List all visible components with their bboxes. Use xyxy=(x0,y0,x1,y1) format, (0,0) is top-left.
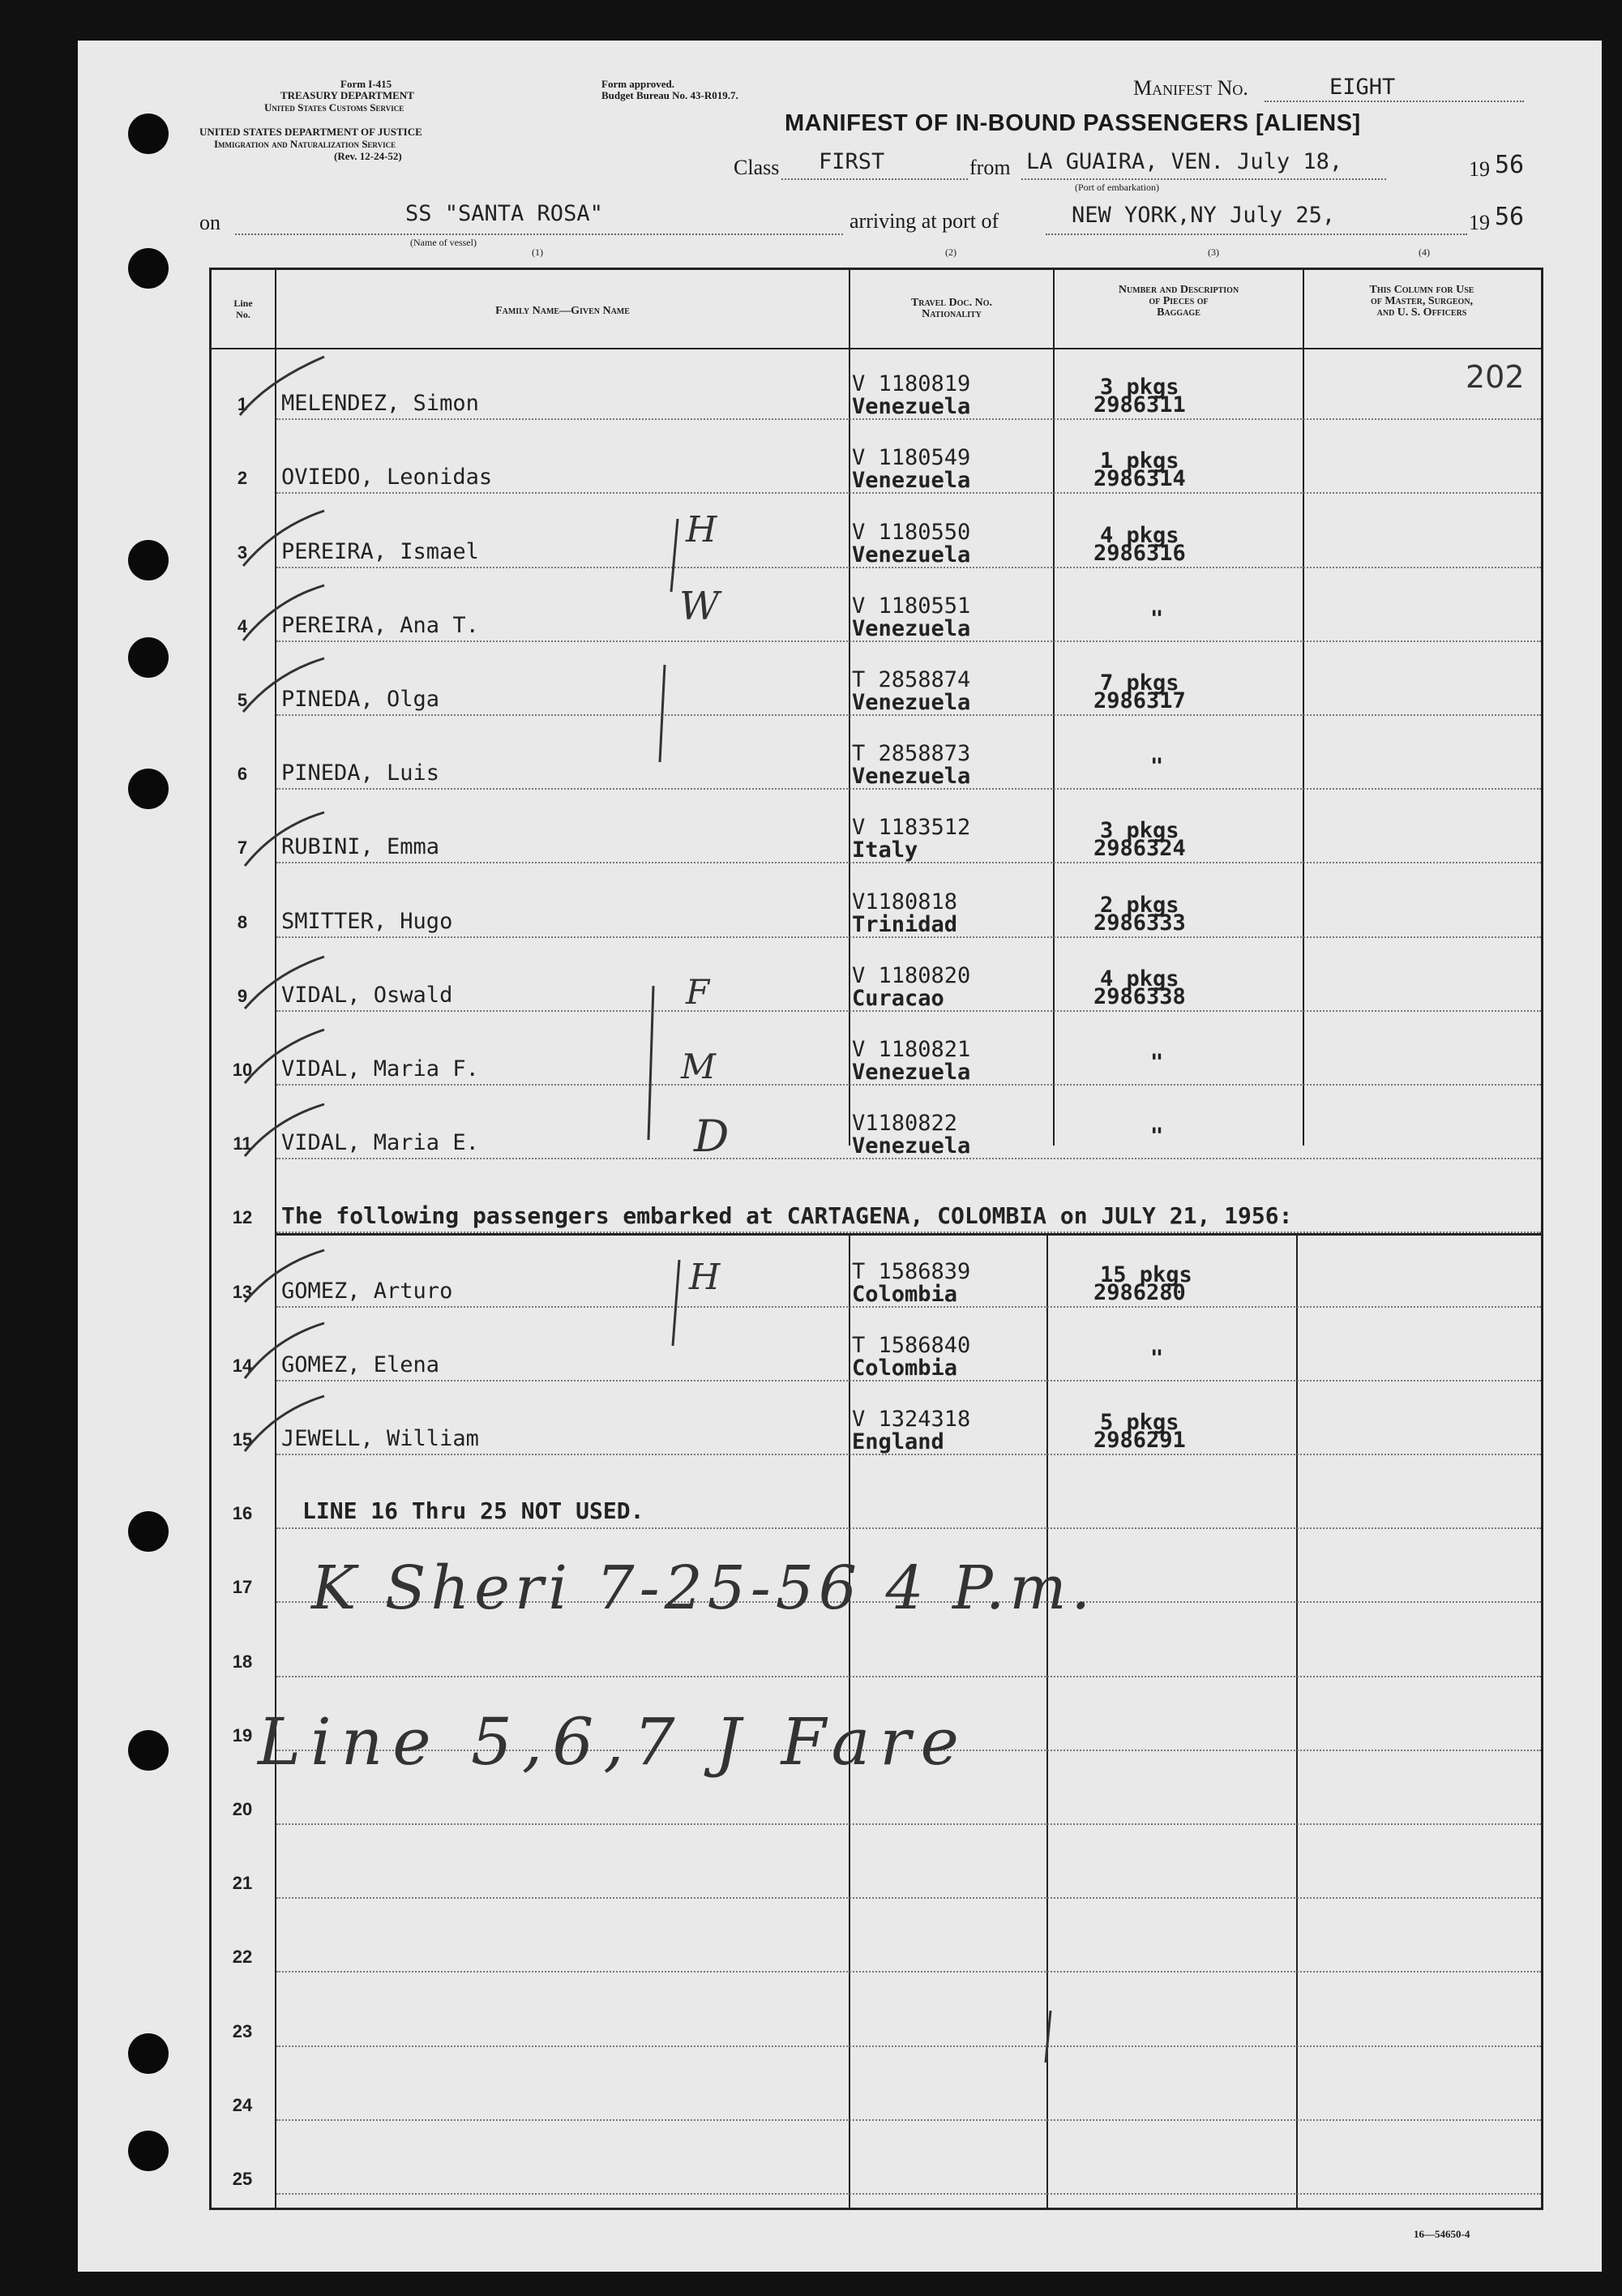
travel-doc-number: T 2858874 xyxy=(852,667,971,692)
line-number: 20 xyxy=(232,1799,253,1819)
mark-f: F xyxy=(686,972,710,1012)
baggage-tag-number: 2986316 xyxy=(1093,540,1186,566)
officer-number: 202 xyxy=(1466,359,1525,395)
line-number: 13 xyxy=(232,1281,253,1302)
check-mark xyxy=(245,957,324,1009)
year-prefix-1: 19 xyxy=(1469,157,1490,181)
line-number: 6 xyxy=(237,764,248,785)
line-number: 4 xyxy=(237,615,248,636)
passenger-name: GOMEZ, Arturo xyxy=(281,1278,453,1304)
check-mark xyxy=(245,812,324,866)
travel-doc-number: T 2858873 xyxy=(852,741,971,767)
nationality: Curacao xyxy=(852,985,944,1011)
line-number: 25 xyxy=(232,2169,253,2189)
stray-mark xyxy=(1046,2011,1051,2063)
class-label: Class xyxy=(734,156,780,179)
passenger-name: MELENDEZ, Simon xyxy=(281,391,479,417)
check-mark xyxy=(245,1323,324,1378)
line-number: 3 xyxy=(237,542,248,563)
bracket-mark xyxy=(671,519,678,592)
baggage-count: 15 pkgs xyxy=(1100,1262,1192,1287)
manifest-no-label: Manifest No. xyxy=(1133,76,1248,100)
arriving-label: arriving at port of xyxy=(850,209,999,233)
from-label: from xyxy=(969,156,1011,179)
line-number: 12 xyxy=(232,1207,253,1228)
bracket-mark xyxy=(673,1260,679,1346)
travel-doc-number: V 1180549 xyxy=(852,445,971,471)
vessel-name: SS "SANTA ROSA" xyxy=(405,201,603,226)
column-number-1: (1) xyxy=(532,246,543,258)
passenger-name: GOMEZ, Elena xyxy=(281,1351,440,1377)
travel-doc-number: V 1324318 xyxy=(852,1407,971,1432)
name-column-header: Family Name—Given Name xyxy=(495,305,630,317)
travel-doc-number: T 1586839 xyxy=(852,1258,971,1284)
department-of-justice: UNITED STATES DEPARTMENT OF JUSTICE xyxy=(199,126,422,138)
check-mark xyxy=(245,1396,324,1451)
ditto-mark: " xyxy=(1150,1345,1164,1371)
column-number-4: (4) xyxy=(1419,246,1430,258)
nationality: England xyxy=(852,1429,944,1454)
embarkation-note: The following passengers embarked at CARTAGENA, COLOMBIA on JULY 21, 1956: xyxy=(281,1202,1293,1229)
baggage-count: 2 pkgs xyxy=(1100,892,1179,918)
ditto-mark: " xyxy=(1150,606,1164,632)
check-mark xyxy=(243,585,324,640)
travel-doc-number: V1180818 xyxy=(852,889,958,915)
baggage-count: 5 pkgs xyxy=(1100,1410,1179,1435)
passenger-name: PEREIRA, Ana T. xyxy=(281,612,479,638)
passenger-name: RUBINI, Emma xyxy=(281,834,440,860)
column-number-3: (3) xyxy=(1208,246,1219,258)
vessel-caption: (Name of vessel) xyxy=(410,237,477,248)
baggage-tag-number: 2986333 xyxy=(1093,910,1186,936)
check-mark xyxy=(245,1250,324,1302)
baggage-tag-number: 2986338 xyxy=(1093,983,1186,1009)
line-number: 1 xyxy=(237,394,248,415)
travel-doc-number: V1180822 xyxy=(852,1111,958,1137)
nationality: Venezuela xyxy=(852,394,971,420)
baggage-count: 1 pkgs xyxy=(1100,448,1179,474)
nationality: Colombia xyxy=(852,1355,958,1381)
port-embarkation-caption: (Port of embarkation) xyxy=(1075,182,1159,193)
baggage-tag-number: 2986291 xyxy=(1093,1428,1186,1453)
mark-h-1: H xyxy=(686,509,717,550)
passenger-name: PEREIRA, Ismael xyxy=(281,538,479,564)
baggage-tag-number: 2986324 xyxy=(1093,836,1186,862)
baggage-count: 4 pkgs xyxy=(1100,966,1179,992)
unused-lines-note: LINE 16 Thru 25 NOT USED. xyxy=(302,1497,644,1524)
nationality: Trinidad xyxy=(852,911,958,937)
baggage-count: 3 pkgs xyxy=(1100,818,1179,844)
officers-use-header: This Column for Use of Master, Surgeon, and U. S. Officers xyxy=(1369,284,1474,319)
line-number: 9 xyxy=(237,985,248,1006)
travel-doc-number: V 1180550 xyxy=(852,519,971,545)
manifest-title: MANIFEST OF IN-BOUND PASSENGERS [ALIENS] xyxy=(785,110,1361,136)
budget-bureau-no: Budget Bureau No. 43-R019.7. xyxy=(601,89,738,101)
nationality: Venezuela xyxy=(852,468,971,494)
check-marks xyxy=(240,357,324,1451)
year-prefix-2: 19 xyxy=(1469,211,1490,234)
passenger-name: VIDAL, Maria F. xyxy=(281,1056,479,1082)
column-number-2: (2) xyxy=(945,246,957,258)
passenger-name: VIDAL, Maria E. xyxy=(281,1130,479,1156)
baggage-tag-number: 2986314 xyxy=(1093,466,1186,492)
check-mark xyxy=(243,511,324,566)
passenger-name: PINEDA, Luis xyxy=(281,760,440,786)
line-number: 16 xyxy=(232,1503,253,1524)
travel-doc-number: V 1180551 xyxy=(852,593,971,619)
check-mark xyxy=(245,1104,324,1156)
baggage-count: 4 pkgs xyxy=(1100,522,1179,548)
ditto-mark: " xyxy=(1150,1050,1164,1075)
mark-w: W xyxy=(679,584,720,629)
line-no-header: Line No. xyxy=(233,298,253,320)
travel-doc-number: V 1180819 xyxy=(852,371,971,397)
nationality: Venezuela xyxy=(852,1060,971,1085)
line-number: 11 xyxy=(233,1133,252,1154)
line-number: 24 xyxy=(232,2094,253,2115)
ditto-mark: " xyxy=(1150,754,1164,780)
travel-doc-number: T 1586840 xyxy=(852,1332,971,1358)
form-approved: Form approved. xyxy=(601,78,675,90)
line-number: 18 xyxy=(232,1651,253,1672)
baggage-header: Number and Description of Pieces of Baggage xyxy=(1118,284,1239,319)
form-footer-code: 16—54650-4 xyxy=(1414,2228,1470,2240)
mark-m: M xyxy=(681,1047,717,1086)
line-number: 23 xyxy=(232,2020,253,2041)
form-number: Form I-415 xyxy=(340,78,392,90)
line-number: 17 xyxy=(232,1577,253,1598)
travel-doc-number: V 1183512 xyxy=(852,815,971,841)
nationality: Venezuela xyxy=(852,615,971,641)
mark-h-2: H xyxy=(689,1257,721,1298)
baggage-tag-number: 2986317 xyxy=(1093,688,1186,713)
check-mark xyxy=(243,658,324,712)
passenger-name: VIDAL, Oswald xyxy=(281,982,453,1008)
line-number: 5 xyxy=(237,690,248,710)
bracket-mark xyxy=(648,986,653,1140)
treasury-department: TREASURY DEPARTMENT xyxy=(280,89,414,101)
baggage-tag-number: 2986311 xyxy=(1093,392,1186,418)
nationality: Venezuela xyxy=(852,764,971,790)
baggage-tag-number: 2986280 xyxy=(1093,1279,1186,1305)
year-2: 56 xyxy=(1495,203,1525,231)
nationality: Italy xyxy=(852,837,918,863)
line-number: 8 xyxy=(237,911,248,932)
class-value: FIRST xyxy=(819,149,885,174)
inspector-signature: K Sheri 7-25-56 4 P.m. xyxy=(311,1553,1096,1623)
ditto-mark: " xyxy=(1150,1124,1164,1150)
travel-doc-header: Travel Doc. No. Nationality xyxy=(910,297,993,320)
bracket-mark xyxy=(660,665,665,762)
line-number: 22 xyxy=(232,1947,253,1968)
check-mark xyxy=(240,357,324,415)
line-number: 2 xyxy=(237,468,248,489)
nationality: Venezuela xyxy=(852,1133,971,1159)
passenger-name: JEWELL, William xyxy=(281,1426,479,1451)
port-of-embarkation-value: LA GUAIRA, VEN. July 18, xyxy=(1026,149,1343,174)
immigration-service: Immigration and Naturalization Service xyxy=(214,138,396,150)
lines-note-signature: Line 5,6,7 J Fare xyxy=(258,1704,969,1780)
line-number: 14 xyxy=(232,1355,253,1376)
line-number: 15 xyxy=(232,1429,253,1450)
passenger-name: SMITTER, Hugo xyxy=(281,908,453,934)
family-grouping-marks xyxy=(648,519,679,1346)
line-number: 7 xyxy=(237,837,248,859)
passenger-name: OVIEDO, Leonidas xyxy=(281,465,493,490)
nationality: Venezuela xyxy=(852,690,971,715)
revision-date: (Rev. 12-24-52) xyxy=(334,150,402,162)
baggage-count: 3 pkgs xyxy=(1100,375,1179,401)
travel-doc-number: V 1180820 xyxy=(852,962,971,988)
passenger-name: PINEDA, Olga xyxy=(281,687,440,712)
baggage-count: 7 pkgs xyxy=(1100,670,1179,696)
mark-d: D xyxy=(694,1111,730,1162)
travel-doc-number: V 1180821 xyxy=(852,1037,971,1062)
year-1: 56 xyxy=(1495,151,1525,179)
nationality: Colombia xyxy=(852,1281,958,1307)
line-number: 21 xyxy=(232,1873,253,1894)
line-number: 10 xyxy=(232,1060,253,1080)
nationality: Venezuela xyxy=(852,542,971,568)
manifest-no-value: EIGHT xyxy=(1329,75,1396,100)
port-of-arrival-value: NEW YORK,NY July 25, xyxy=(1072,203,1336,228)
line-number: 19 xyxy=(232,1724,253,1746)
customs-service: United States Customs Service xyxy=(264,101,404,114)
check-mark xyxy=(245,1030,324,1083)
on-label: on xyxy=(199,211,220,234)
